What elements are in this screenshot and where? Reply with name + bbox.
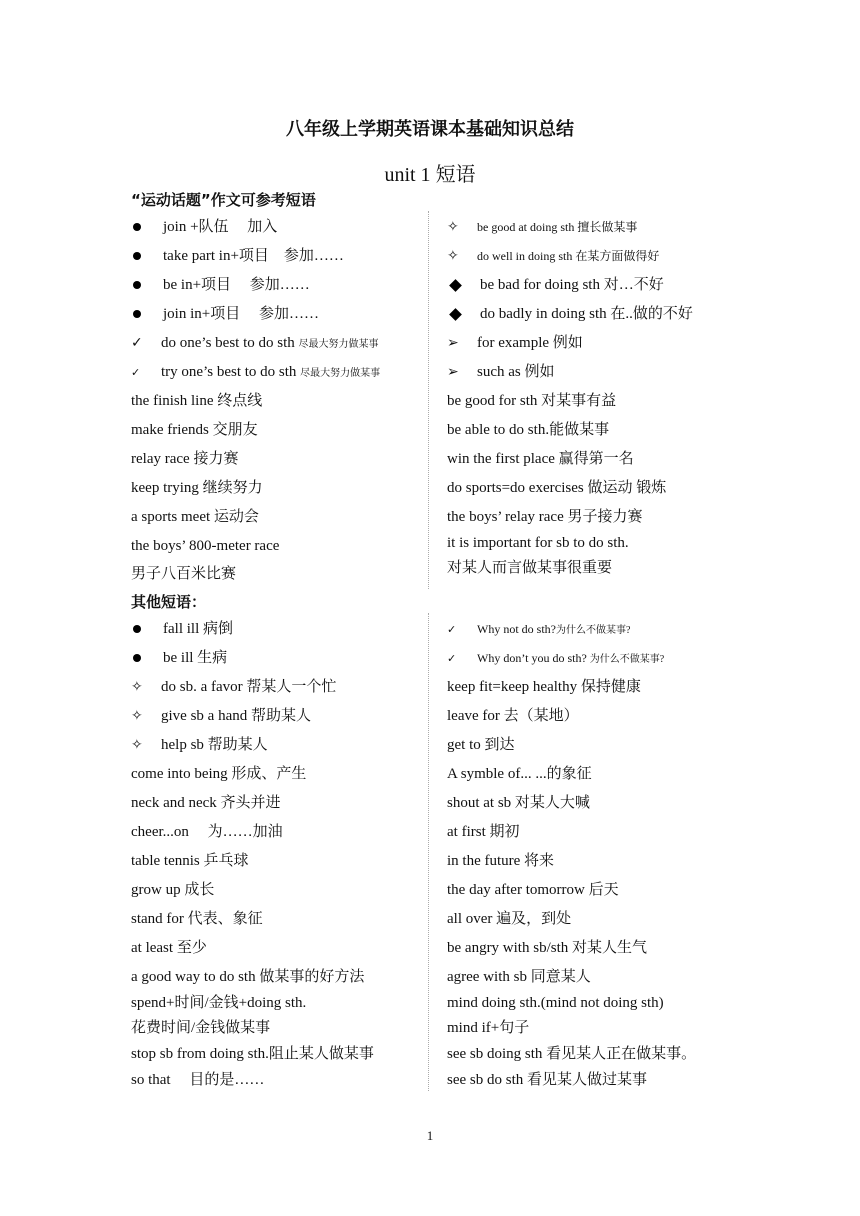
phrase-row: [131, 966, 364, 988]
phrase-row: [131, 734, 268, 756]
phrase-row: [131, 1069, 264, 1091]
phrase-text: mind if+句子: [447, 1020, 530, 1036]
phrase-text: A symble of... ...的象征: [447, 766, 592, 782]
phrase-text: Why not do sth?: [477, 622, 556, 636]
phrase-text: a sports meet 运动会: [131, 509, 259, 525]
phrase-text: Why don’t you do sth?: [477, 651, 590, 665]
phrase-text: agree with sb 同意某人: [447, 969, 591, 985]
phrase-row: [131, 361, 380, 383]
phrase-text: 对某人而言做某事很重要: [447, 560, 613, 576]
phrase-row: [447, 274, 664, 296]
phrase-row: [447, 1043, 696, 1065]
phrase-text: such as 例如: [477, 364, 555, 380]
phrase-text: cheer...on 为……加油: [131, 824, 283, 840]
column-divider: [428, 613, 429, 1091]
phrase-text: do sports=do exercises 做运动 锻炼: [447, 480, 667, 496]
phrase-row: [447, 676, 641, 698]
phrase-text: see sb doing sth 看见某人正在做某事。: [447, 1046, 697, 1062]
phrase-row: [447, 705, 579, 727]
phrase-text: at first 期初: [447, 824, 520, 840]
phrase-row: [447, 966, 591, 988]
bullet-star-icon: ✧: [131, 679, 143, 695]
phrase-text: spend+时间/金钱+doing sth.: [131, 995, 307, 1011]
phrase-text: the boys’ relay race 男子接力赛: [447, 509, 643, 525]
phrase-text: be in+项目 参加……: [163, 277, 310, 293]
phrase-row: [447, 763, 592, 785]
phrase-row: [447, 506, 643, 528]
phrase-text: 花费时间/金钱做某事: [131, 1020, 271, 1036]
phrase-text: grow up 成长: [131, 882, 215, 898]
bullet-dot-icon: [133, 223, 141, 231]
phrase-row: [447, 477, 666, 499]
phrase-row: [131, 821, 283, 843]
phrase-text: be good for sth 对某事有益: [447, 393, 617, 409]
phrase-row: [131, 647, 227, 669]
bullet-dot-icon: [133, 654, 141, 662]
phrase-text: all over 遍及，到处: [447, 911, 572, 927]
phrase-row: [447, 303, 693, 325]
phrase-text: be good at doing sth 擅长做某事: [477, 220, 638, 234]
phrase-row: [131, 1017, 270, 1039]
phrase-meaning: 尽最大努力做某事: [298, 339, 379, 350]
phrase-text: the day after tomorrow 后天: [447, 882, 619, 898]
bullet-diamond-icon: [449, 308, 462, 321]
bullet-arrow-icon: ➢: [447, 335, 459, 351]
phrase-text: stand for 代表、象征: [131, 911, 263, 927]
phrase-row: [447, 361, 555, 383]
phrase-row: [447, 992, 664, 1014]
phrase-row: [131, 216, 277, 238]
bullet-arrow-icon: ➢: [447, 364, 459, 380]
phrase-row: [447, 937, 647, 959]
phrase-row: [447, 557, 612, 579]
phrase-row: [131, 506, 259, 528]
phrase-text: leave for 去（某地）: [447, 708, 579, 724]
unit-subtitle-en: unit 1: [384, 164, 431, 186]
column-divider: [428, 211, 429, 589]
phrase-row: [131, 937, 207, 959]
unit-subtitle: [0, 158, 860, 187]
phrase-text: table tennis 乒乓球: [131, 853, 249, 869]
phrase-row: [447, 792, 590, 814]
phrase-row: [131, 477, 263, 499]
page-number: 1: [426, 1128, 434, 1143]
bullet-star-icon: ✧: [447, 219, 459, 235]
phrase-text: help sb 帮助某人: [161, 737, 268, 753]
phrase-text: join +队伍 加入: [163, 219, 278, 235]
phrase-text: take part in+项目 参加……: [163, 248, 344, 264]
phrase-text: in the future 将来: [447, 853, 555, 869]
phrase-text: it is important for sb to do sth.: [447, 535, 629, 551]
phrase-row: [447, 532, 629, 554]
phrase-row: [131, 705, 311, 727]
phrase-row: [131, 274, 310, 296]
phrase-row: [131, 1043, 374, 1065]
phrase-text: stop sb from doing sth.阻止某人做某事: [131, 1046, 374, 1062]
phrase-row: [131, 676, 336, 698]
phrase-text: a good way to do sth 做某事的好方法: [131, 969, 365, 985]
phrase-row: [131, 245, 344, 267]
phrase-text: shout at sb 对某人大喊: [447, 795, 590, 811]
phrase-text: keep trying 继续努力: [131, 480, 263, 496]
phrase-row: [131, 618, 233, 640]
phrase-text: be angry with sb/sth 对某人生气: [447, 940, 647, 956]
phrase-text: make friends 交朋友: [131, 422, 258, 438]
phrase-meaning: 为什么不做某事?: [556, 625, 631, 636]
phrase-text: neck and neck 齐头并进: [131, 795, 281, 811]
phrase-meaning: 尽最大努力做某事: [300, 368, 381, 379]
phrase-row: [131, 332, 379, 354]
phrase-text: be bad for doing sth 对…不好: [480, 277, 664, 293]
phrase-meaning: 为什么不做某事?: [589, 654, 665, 665]
phrase-text: do well in doing sth 在某方面做得好: [477, 249, 660, 263]
bullet-dot-icon: [133, 310, 141, 318]
bullet-star-icon: ✧: [131, 708, 143, 724]
phrase-text: 男子八百米比赛: [131, 566, 237, 582]
bullet-diamond-icon: [449, 279, 462, 292]
phrase-row: [447, 448, 634, 470]
phrase-row: [131, 563, 236, 585]
phrase-row: [447, 850, 554, 872]
phrase-text: join in+项目 参加……: [163, 306, 319, 322]
phrase-text: so that 目的是……: [131, 1072, 265, 1088]
phrase-text: see sb do sth 看见某人做过某事: [447, 1072, 647, 1088]
phrase-row: [447, 1069, 647, 1091]
phrase-row: [131, 419, 258, 441]
bullet-check-icon: ✓: [131, 335, 143, 351]
phrase-text: the boys’ 800-meter race: [131, 538, 280, 554]
phrase-text: come into being 形成、产生: [131, 766, 307, 782]
phrase-row: [447, 216, 637, 238]
phrase-text: for example 例如: [477, 335, 583, 351]
phrase-row: [447, 908, 571, 930]
bullet-check-icon: ✓: [131, 366, 141, 379]
phrase-text: mind doing sth.(mind not doing sth): [447, 995, 664, 1011]
phrase-row: [447, 1017, 529, 1039]
phrase-text: get to 到达: [447, 737, 515, 753]
bullet-star-icon: ✧: [131, 737, 143, 753]
unit-subtitle-cn: 短语: [435, 162, 476, 186]
phrase-row: [131, 763, 306, 785]
phrase-text: keep fit=keep healthy 保持健康: [447, 679, 641, 695]
phrase-row: [447, 647, 664, 669]
bullet-check-icon: ✓: [447, 623, 457, 636]
bullet-dot-icon: [133, 252, 141, 260]
phrase-row: [131, 850, 248, 872]
phrase-row: [131, 879, 214, 901]
phrase-text: do one’s best to do sth: [161, 335, 299, 351]
phrase-text: be ill 生病: [163, 650, 228, 666]
phrase-row: [131, 390, 262, 412]
phrase-text: win the first place 赢得第一名: [447, 451, 634, 467]
phrase-row: [447, 419, 609, 441]
phrase-row: [447, 245, 659, 267]
phrase-row: [131, 792, 281, 814]
phrase-row: [447, 821, 520, 843]
page-title: 八年级上学期英语课本基础知识总结: [286, 119, 574, 140]
phrase-text: the finish line 终点线: [131, 393, 263, 409]
phrase-text: try one’s best to do sth: [161, 364, 301, 380]
phrase-text: relay race 接力赛: [131, 451, 239, 467]
phrase-row: [447, 618, 630, 640]
phrase-text: be able to do sth.能做某事: [447, 422, 610, 438]
phrase-row: [447, 390, 616, 412]
phrase-row: [131, 908, 263, 930]
bullet-dot-icon: [133, 625, 141, 633]
phrase-row: [447, 734, 515, 756]
section-heading-sports: “运动话题”作文可参考短语: [131, 191, 316, 209]
phrase-row: [131, 448, 238, 470]
bullet-dot-icon: [133, 281, 141, 289]
phrase-row: [131, 992, 306, 1014]
phrase-text: do sb. a favor 帮某人一个忙: [161, 679, 337, 695]
bullet-star-icon: ✧: [447, 248, 459, 264]
phrase-text: give sb a hand 帮助某人: [161, 708, 311, 724]
phrase-row: [447, 879, 619, 901]
phrase-row: [131, 535, 279, 557]
phrase-text: do badly in doing sth 在..做的不好: [480, 306, 693, 322]
phrase-row: [131, 303, 319, 325]
bullet-check-icon: ✓: [447, 652, 457, 665]
phrase-row: [447, 332, 583, 354]
section-heading-other: 其他短语：: [131, 593, 207, 611]
phrase-text: fall ill 病倒: [163, 621, 233, 637]
phrase-text: at least 至少: [131, 940, 207, 956]
